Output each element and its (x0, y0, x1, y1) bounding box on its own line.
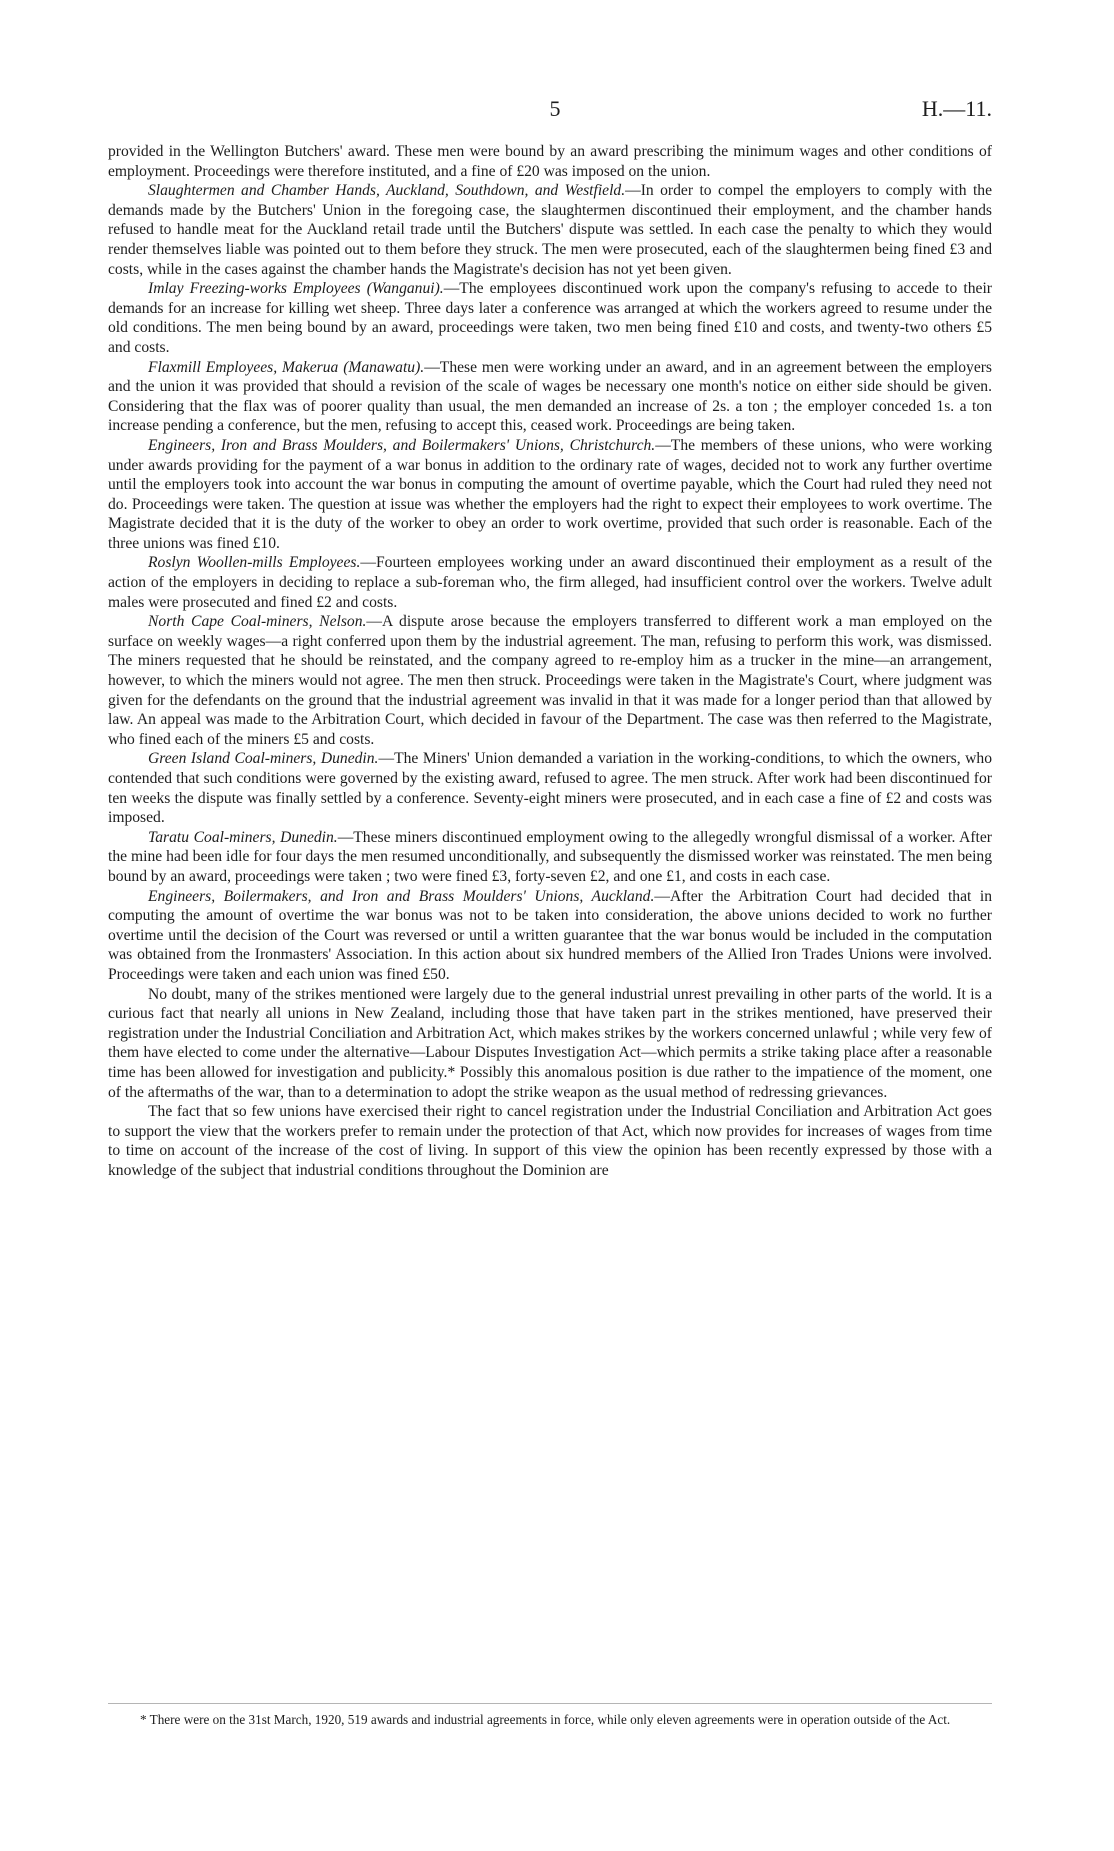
paragraph-heading: Engineers, Iron and Brass Moulders, and Boilermakers' Unions, Christchurch. (148, 436, 656, 454)
paragraph-heading: Roslyn Woollen-mills Employees. (148, 554, 361, 572)
paragraph: Imlay Freezing-works Employees (Wanganui).—The employees discontinued work upon the company's refusing to accede to their demands for an increase for killing wet sheep. Three days later a conference was arranged at which the workers agreed to resume under the old conditions. The men being bound by an award, proceedings were taken, two men being fined £10 and costs, and twenty-two others £5 and costs. (108, 280, 992, 356)
paragraph-heading: Imlay Freezing-works Employees (Wanganui). (148, 280, 444, 298)
paragraph: Taratu Coal-miners, Dunedin.—These miners discontinued employment owing to the allegedly wrongful dismissal of a worker. After the mine had been idle for four days the men resumed unconditionally, and subsequently the dismissed worker was reinstated. The men being bound by an award, proceedings were taken ; two were fined £3, forty-seven £2, and one £1, and costs in each case. (108, 828, 992, 885)
paragraph: Engineers, Iron and Brass Moulders, and Boilermakers' Unions, Christchurch.—The members of these unions, who were working under awards providing for the payment of a war bonus in addition to the ordinary rate of wages, decided not to work any further overtime until the employers took into account the war bonus in computing the amount of overtime payable, which the Court had ruled they need not do. Proceedings were taken. The question at issue was whether the employers had the right to expect their employees to work overtime. The Magistrate decided that it is the duty of the worker to obey an order to work overtime, provided that such order is reasonable. Each of the three unions was fined £10. (108, 436, 992, 552)
paragraph: provided in the Wellington Butchers' award. These men were bound by an award prescribing the minimum wages and other conditions of employment. Proceedings were therefore instituted, and a fine of £20 was imposed on the union. (108, 143, 992, 180)
paragraph-heading: Green Island Coal-miners, Dunedin. (148, 750, 379, 768)
paragraph: Slaughtermen and Chamber Hands, Auckland, Southdown, and Westfield.—In order to compel the employers to comply with the demands made by the Butchers' Union in the foregoing case, the slaughtermen discontinued their employment, and the chamber hands refused to handle meat for the Auckland retail trade until the Butchers' dispute was settled. In each case the penalty to which they would render themselves liable was pointed out to them before they struck. The men were prosecuted, each of the slaughtermen being fined £3 and costs, while in the cases against the chamber hands the Magistrate's decision has not yet been given. (108, 182, 993, 278)
paragraph-heading: Engineers, Boilermakers, and Iron and Brass Moulders' Unions, Auckland. (148, 887, 655, 905)
paragraph: Engineers, Boilermakers, and Iron and Brass Moulders' Unions, Auckland.—After the Arbitration Court had decided that in computing the amount of overtime the war bonus was not to be taken into consideration, the above unions decided to work no further overtime until the decision of the Court was reversed or until a written guarantee that the war bonus would be included in the computation was obtained from the Ironmasters' Association. In this action about six hundred members of the Allied Iron Trades Unions were involved. Proceedings were taken and each union was fined £50. (108, 887, 993, 983)
paragraph-heading: North Cape Coal-miners, Nelson. (148, 613, 367, 631)
paragraph: North Cape Coal-miners, Nelson.—A dispute arose because the employers transferred to different work a man employed on the surface on weekly wages—a right conferred upon them by the industrial agreement. The man, refusing to perform this work, was dismissed. The miners requested that he should be reinstated, and the company agreed to re-employ him as a trucker in the mine—an arrangement, however, to which the miners would not agree. The men then struck. Proceedings were taken in the Magistrate's Court, where judgment was given for the defendants on the ground that the industrial agreement was invalid in that it was made for a longer period than that allowed by law. An appeal was made to the Arbitration Court, which decided in favour of the Department. The case was then referred to the Magistrate, who fined each of the miners £5 and costs. (108, 613, 992, 748)
document-code: H.—11. (921, 96, 992, 121)
page-number: 5 (549, 96, 561, 121)
footnote-divider (108, 1703, 992, 1704)
paragraph: Roslyn Woollen-mills Employees.—Fourteen employees working under an award discontinued their employment as a result of the action of the employers in deciding to replace a sub-foreman who, the firm alleged, had insufficient control over the workers. Twelve adult males were prosecuted and fined £2 and costs. (108, 554, 992, 611)
footnote: * There were on the 31st March, 1920, 519 awards and industrial agreements in force, while only eleven agreements were in operation outside of the Act. (140, 1712, 951, 1727)
paragraph: Flaxmill Employees, Makerua (Manawatu).—These men were working under an award, and in an agreement between the employers and the union it was provided that should a revision of the scale of wages be necessary one month's notice on either side should be given. Considering that the flax was of poorer quality than usual, the men demanded an increase of 2s. a ton ; the employer conceded 1s. a ton increase pending a conference, but the men, refusing to accept this, ceased work. Proceedings are being taken. (108, 358, 993, 435)
body-text (108, 142, 992, 1180)
paragraph-heading: Slaughtermen and Chamber Hands, Auckland, Southdown, and Westfield. (148, 182, 626, 200)
paragraph: No doubt, many of the strikes mentioned were largely due to the general industrial unrest prevailing in other parts of the world. It is a curious fact that nearly all unions in New Zealand, including those that have taken part in the strikes mentioned, have preserved their registration under the Industrial Conciliation and Arbitration Act, which makes strikes by the workers concerned unlawful ; while very few of them have elected to come under the alternative—Labour Disputes Investigation Act—which permits a strike taking place after a reasonable time has been allowed for investigation and publicity.* Possibly this anomalous position is due rather to the impatience of the moment, one of the aftermaths of the war, than to a determination to adopt the strike weapon as the usual method of redressing grievances. (108, 985, 992, 1101)
paragraph: The fact that so few unions have exercised their right to cancel registration under the Industrial Conciliation and Arbitration Act goes to support the view that the workers prefer to remain under the protection of that Act, which now provides for increases of wages from time to time on account of the increase of the cost of living. In support of this view the opinion has been recently expressed by those with a knowledge of the subject that industrial conditions throughout the Dominion are (108, 1103, 992, 1179)
paragraph: Green Island Coal-miners, Dunedin.—The Miners' Union demanded a variation in the working-conditions, to which the owners, who contended that such conditions were governed by the existing award, refused to agree. The men struck. After work had been discontinued for ten weeks the dispute was finally settled by a conference. Seventy-eight miners were prosecuted, and in each case a fine of £2 and costs was imposed. (108, 750, 992, 827)
paragraph-heading: Flaxmill Employees, Makerua (Manawatu). (148, 358, 425, 376)
paragraph-heading: Taratu Coal-miners, Dunedin. (148, 828, 338, 846)
